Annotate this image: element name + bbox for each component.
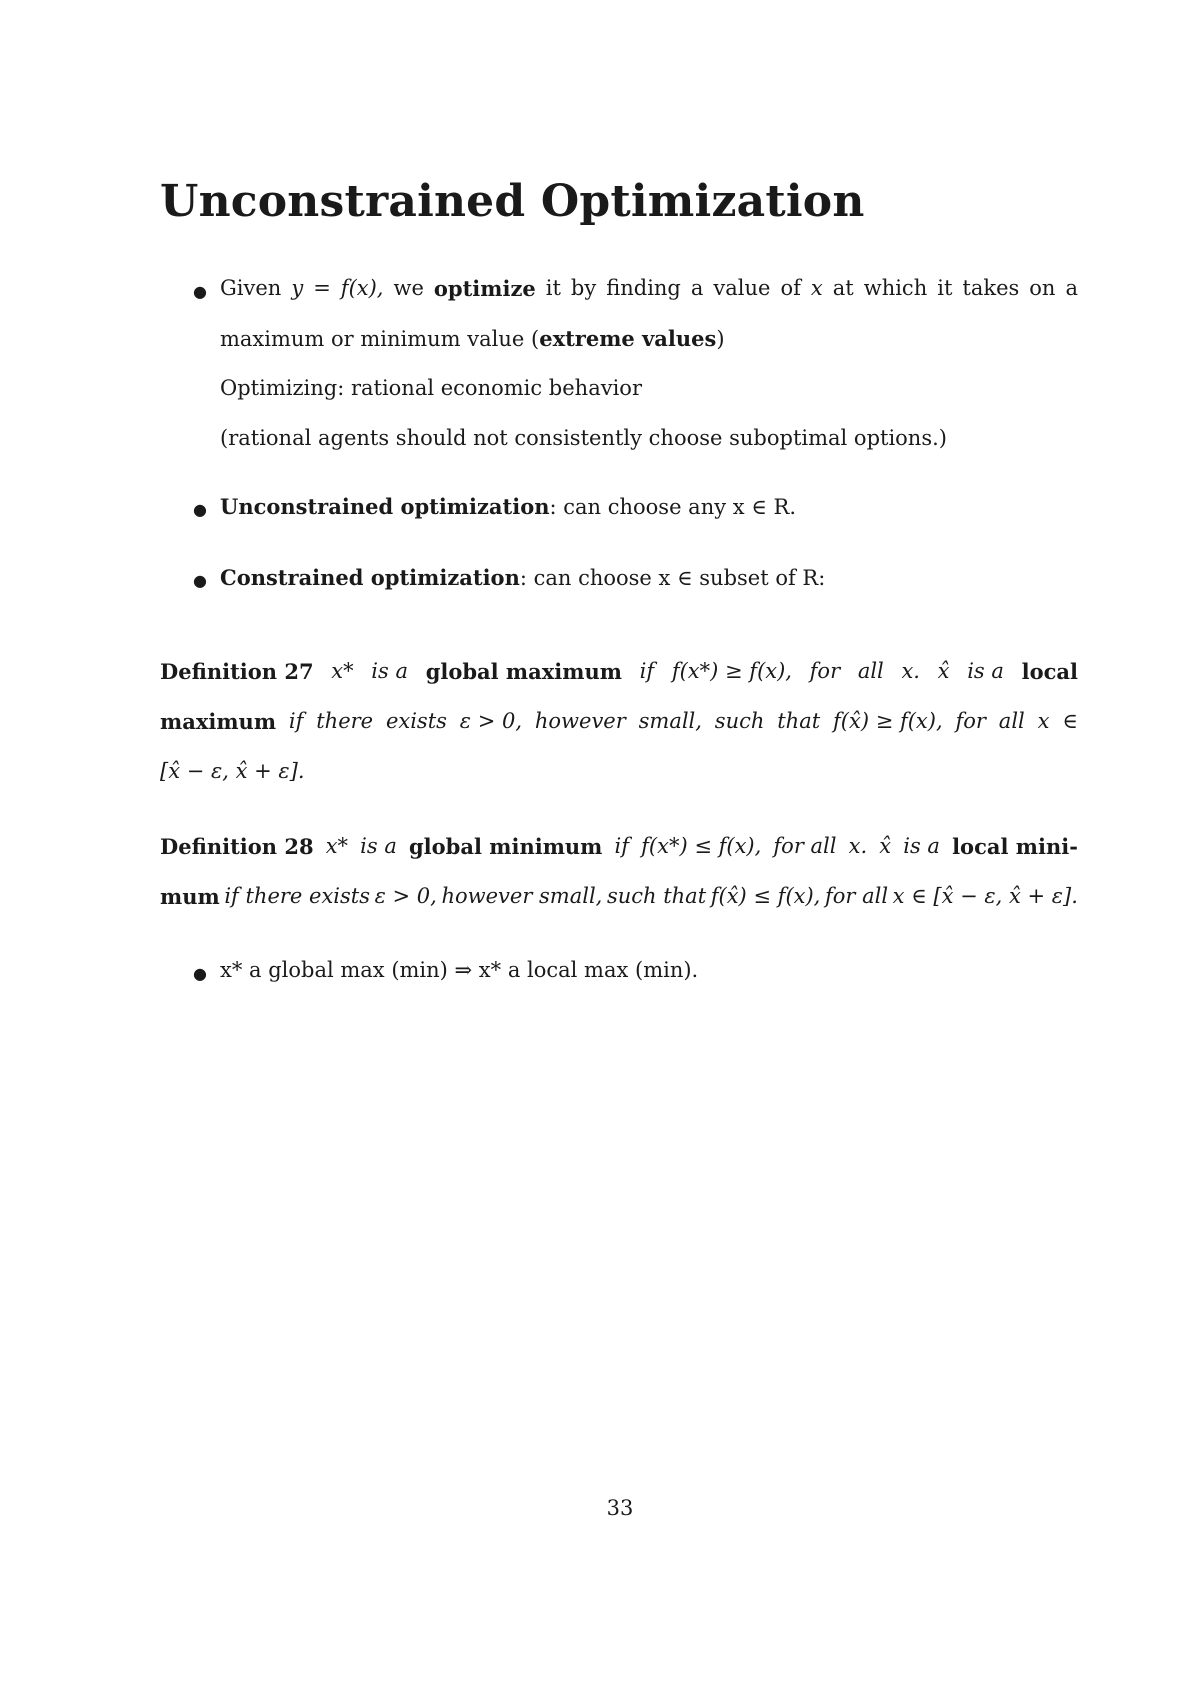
page-number: 33 [606, 1496, 634, 1520]
bullet-1-line-3: Optimizing: rational economic behavior [220, 376, 642, 400]
definition-27-line-2: maximum if there exists ε > 0, however small, such that f(x̂) ≥ f(x), for all x ∈ [160, 709, 1078, 734]
bullet-2-marker: ● [193, 500, 207, 519]
definition-28-line-1: Definition 28 x* is a global minimum if f(x*) ≤ f(x), for all x. x̂ is a local mini- [160, 834, 1078, 859]
bullet-1-marker: ● [193, 282, 207, 301]
definition-28-line-2: mum if there exists ε > 0, however small, such that f(x̂) ≤ f(x), for all x ∈ [x̂ − ε, x̂ + ε]. [160, 884, 1078, 909]
bullet-4-marker: ● [193, 964, 207, 983]
bullet-3-marker: ● [193, 571, 207, 590]
bullet-4-text: x* a global max (min) ⇒ x* a local max (min). [220, 958, 699, 982]
bullet-3-text: Constrained optimization: can choose x ∈ subset of R: [220, 565, 826, 590]
bullet-1-line-2: maximum or minimum value (extreme values) [220, 326, 725, 351]
bullet-1-line-4: (rational agents should not consistently choose suboptimal options.) [220, 426, 947, 450]
definition-27-line-1: Definition 27 x* is a global maximum if f(x*) ≥ f(x), for all x. x̂ is a local [160, 659, 1078, 684]
definition-27-line-3: [x̂ − ε, x̂ + ε]. [160, 759, 305, 783]
page-title: Unconstrained Optimization [160, 176, 865, 227]
bullet-1-line-1: Given y = f(x), we optimize it by finding a value of x at which it takes on a [220, 276, 1078, 301]
bullet-2-text: Unconstrained optimization: can choose any x ∈ R. [220, 494, 796, 519]
